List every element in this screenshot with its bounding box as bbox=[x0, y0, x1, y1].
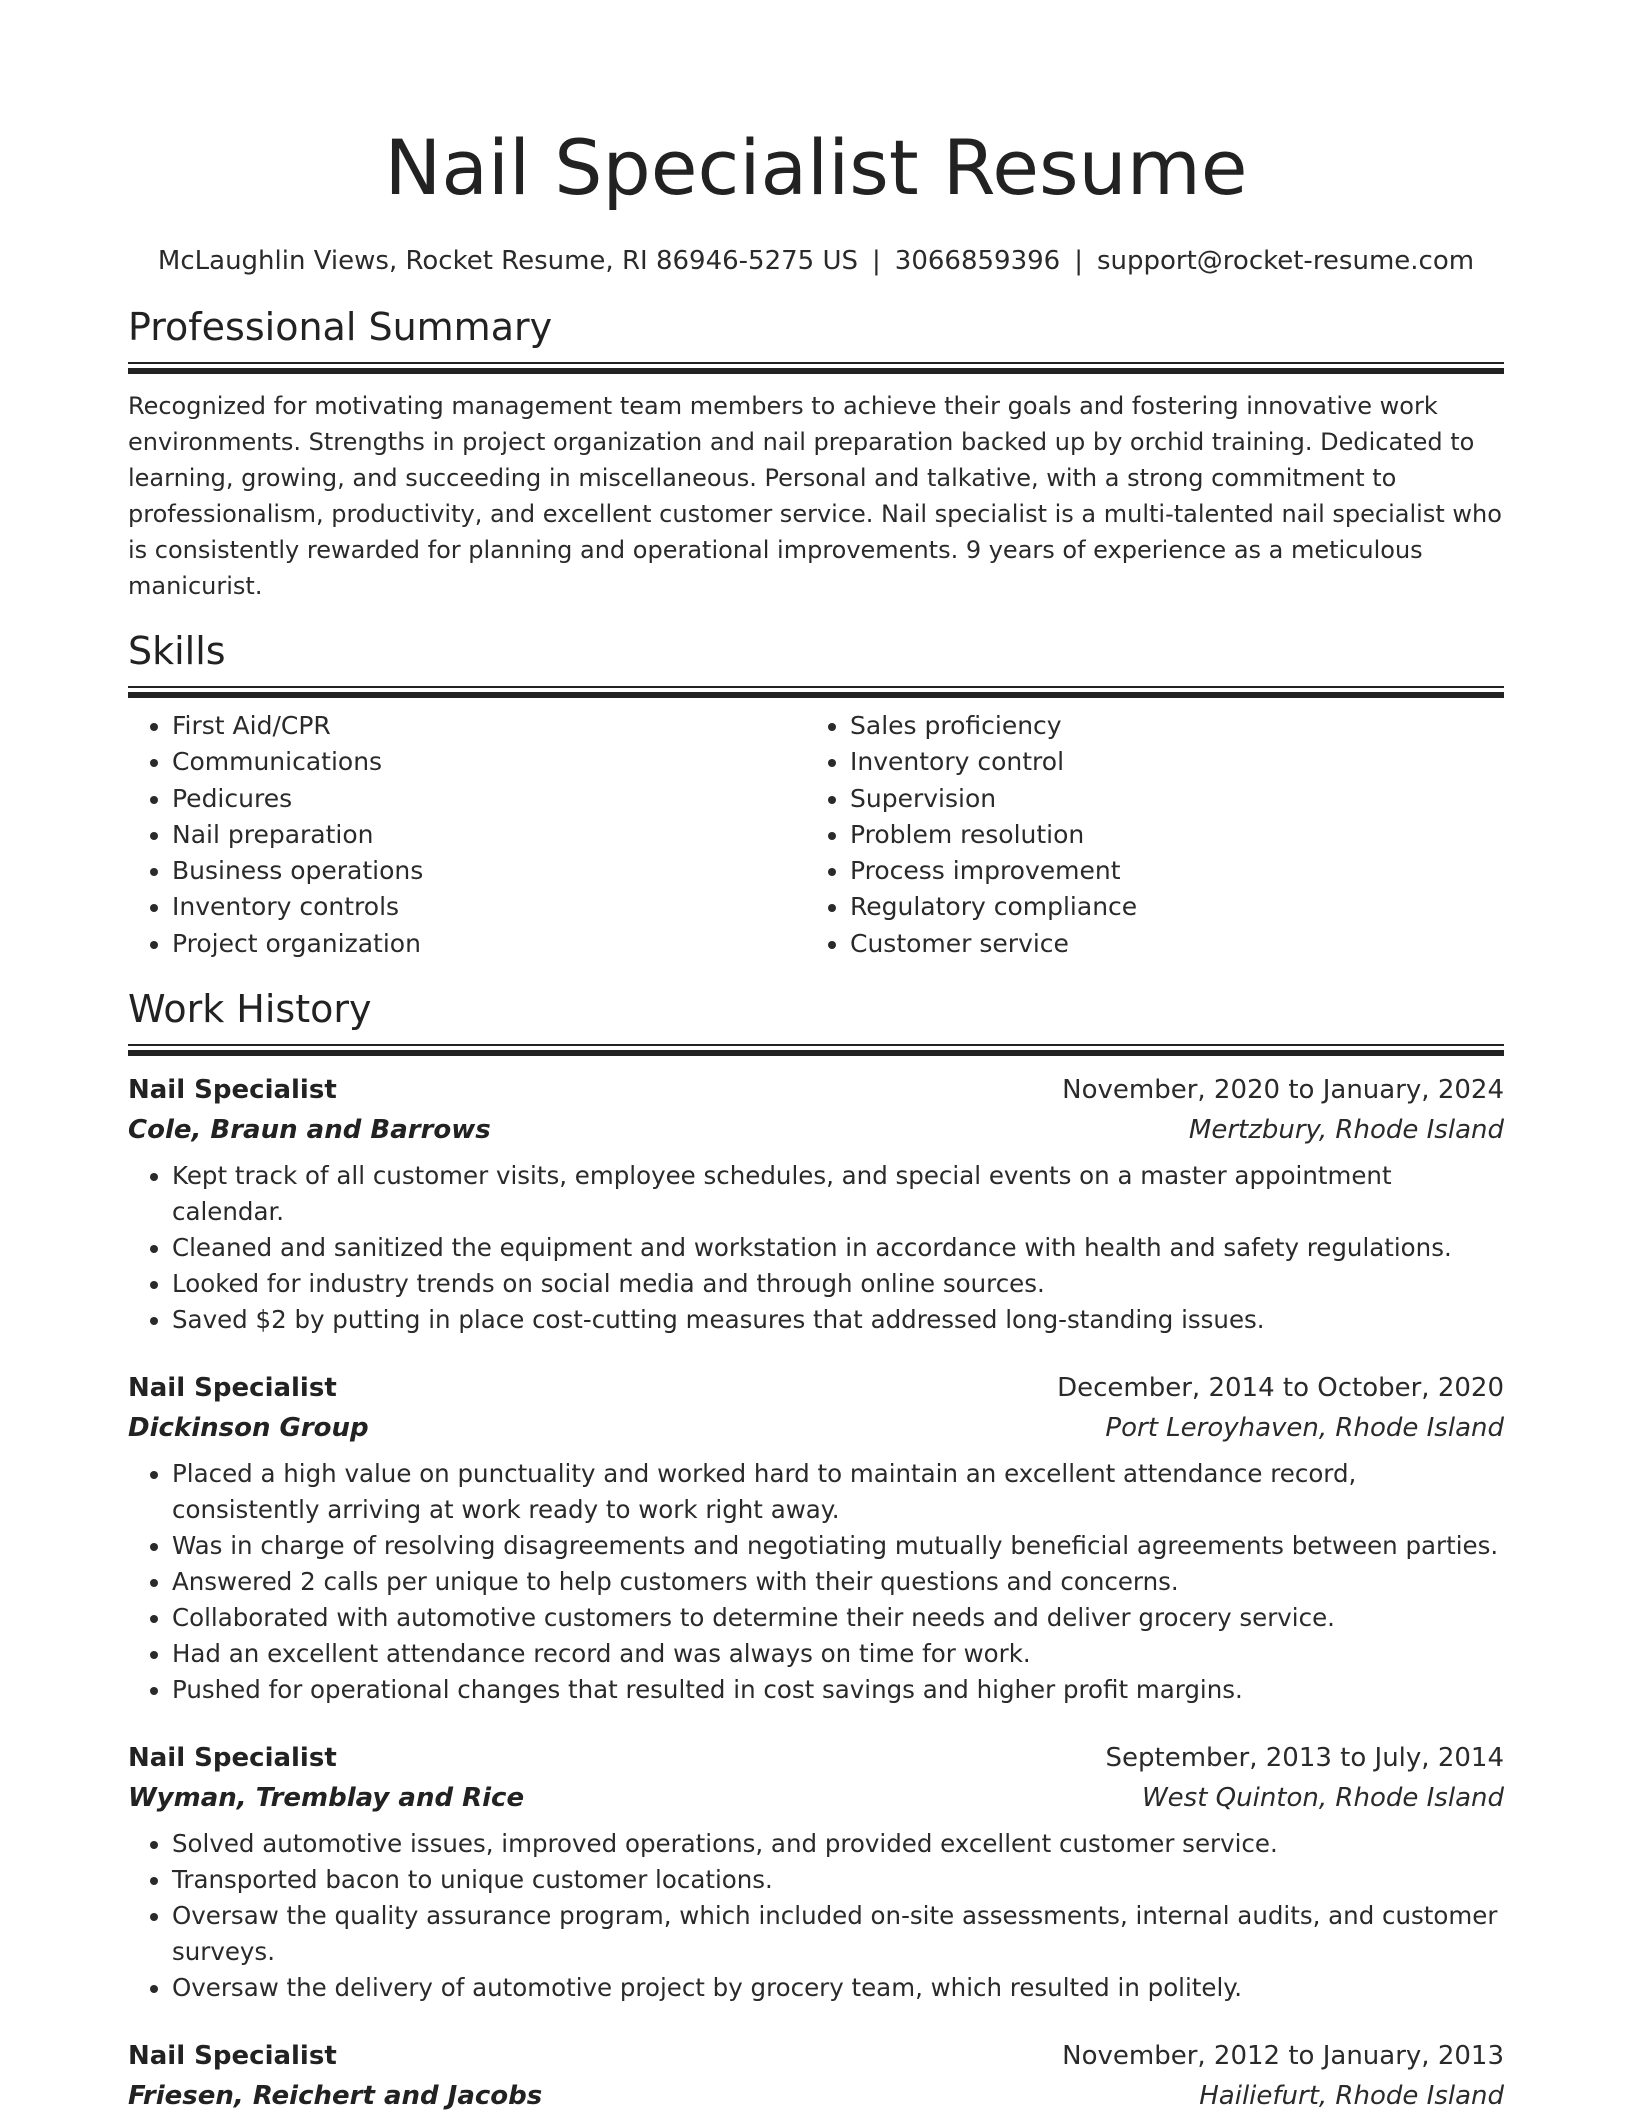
skill-item: • Communications bbox=[172, 744, 806, 780]
job-subheader bbox=[128, 1408, 1504, 1448]
job-bullet: • Pushed for operational changes that resulted in cost savings and higher profit margins. bbox=[172, 1672, 1504, 1708]
job-entry bbox=[128, 1070, 1504, 1338]
job-company: Friesen, Reichert and Jacobs bbox=[128, 2081, 543, 2112]
job-bullets bbox=[128, 1456, 1504, 1708]
job-subheader bbox=[128, 1110, 1504, 1150]
summary-section bbox=[128, 304, 1504, 604]
job-dates: September, 2013 to July, 2014 bbox=[1105, 1743, 1504, 1774]
skills-heading: Skills bbox=[128, 629, 226, 673]
skills-left-list bbox=[128, 708, 806, 962]
job-title: Nail Specialist bbox=[128, 1075, 337, 1106]
job-bullet: • Oversaw the quality assurance program, which included on-site assessments, internal audits, and customer surveys. bbox=[172, 1898, 1504, 1970]
contact-separator: | bbox=[1074, 246, 1083, 276]
job-location: Hailiefurt, Rhode Island bbox=[1199, 2081, 1504, 2112]
job-bullet: • Looked for industry trends on social media and through online sources. bbox=[172, 1266, 1504, 1302]
job-subheader bbox=[128, 2076, 1504, 2116]
job-bullets bbox=[128, 1826, 1504, 2006]
page-title: Nail Specialist Resume bbox=[384, 123, 1248, 212]
job-location: Mertzbury, Rhode Island bbox=[1188, 1115, 1504, 1146]
job-entry bbox=[128, 1738, 1504, 2006]
skill-item: • Business operations bbox=[172, 853, 806, 889]
job-bullet: • Transported bacon to unique customer locations. bbox=[172, 1862, 1504, 1898]
summary-text: Recognized for motivating management team members to achieve their goals and fostering innovative work environments. Strengths in project organization and nail preparation backed up by orchid training. Dedicated to learning, growing, and succeeding in miscellaneous. Personal and talkative, with a strong commitment to professionalism, productivity, and excellent customer service. Nail specialist is a multi-talented nail specialist who is consistently rewarded for planning and operational improvements. 9 years of experience as a meticulous manicurist. bbox=[128, 392, 1502, 600]
skill-item: • Inventory controls bbox=[172, 889, 806, 925]
job-dates: December, 2014 to October, 2020 bbox=[1057, 1373, 1504, 1404]
skill-item: • Nail preparation bbox=[172, 817, 806, 853]
job-title: Nail Specialist bbox=[128, 1373, 337, 1404]
skill-item: • Process improvement bbox=[850, 853, 1484, 889]
skill-item: • Sales proficiency bbox=[850, 708, 1484, 744]
work-history-section bbox=[128, 986, 1504, 2116]
section-divider bbox=[128, 686, 1504, 698]
job-dates: November, 2020 to January, 2024 bbox=[1062, 1075, 1504, 1106]
job-company: Cole, Braun and Barrows bbox=[128, 1115, 491, 1146]
resume-page bbox=[128, 0, 1504, 2116]
skill-item: • Supervision bbox=[850, 781, 1484, 817]
job-bullet: • Had an excellent attendance record and was always on time for work. bbox=[172, 1636, 1504, 1672]
job-location: West Quinton, Rhode Island bbox=[1141, 1783, 1504, 1814]
skill-item: • Inventory control bbox=[850, 744, 1484, 780]
job-header bbox=[128, 1070, 1504, 1110]
job-entry bbox=[128, 1368, 1504, 1708]
section-divider bbox=[128, 362, 1504, 374]
skill-item: • Pedicures bbox=[172, 781, 806, 817]
contact-address: McLaughlin Views, Rocket Resume, RI 86946-5275 US bbox=[157, 246, 859, 276]
job-location: Port Leroyhaven, Rhode Island bbox=[1105, 1413, 1504, 1444]
job-entry bbox=[128, 2036, 1504, 2116]
job-bullet: • Cleaned and sanitized the equipment and workstation in accordance with health and safety regulations. bbox=[172, 1230, 1504, 1266]
contact-line bbox=[128, 244, 1504, 278]
job-bullet: • Kept track of all customer visits, employee schedules, and special events on a master appointment calendar. bbox=[172, 1158, 1504, 1230]
section-divider bbox=[128, 1044, 1504, 1056]
job-company: Wyman, Tremblay and Rice bbox=[128, 1783, 525, 1814]
contact-email: support@rocket-resume.com bbox=[1096, 246, 1475, 276]
job-header bbox=[128, 1368, 1504, 1408]
contact-separator: | bbox=[872, 246, 881, 276]
skill-item: • Problem resolution bbox=[850, 817, 1484, 853]
job-bullet: • Oversaw the delivery of automotive project by grocery team, which resulted in politely. bbox=[172, 1970, 1504, 2006]
job-bullet: • Answered 2 calls per unique to help customers with their questions and concerns. bbox=[172, 1564, 1504, 1600]
job-dates: November, 2012 to January, 2013 bbox=[1062, 2041, 1504, 2072]
job-company: Dickinson Group bbox=[128, 1413, 369, 1444]
job-title: Nail Specialist bbox=[128, 1743, 337, 1774]
job-bullet: • Solved automotive issues, improved operations, and provided excellent customer service. bbox=[172, 1826, 1504, 1862]
job-header bbox=[128, 1738, 1504, 1778]
job-bullet: • Collaborated with automotive customers to determine their needs and deliver grocery service. bbox=[172, 1600, 1504, 1636]
job-subheader bbox=[128, 1778, 1504, 1818]
skill-item: • Project organization bbox=[172, 926, 806, 962]
skills-section bbox=[128, 628, 1504, 962]
job-header bbox=[128, 2036, 1504, 2076]
job-bullet: • Saved $2 by putting in place cost-cutting measures that addressed long-standing issues. bbox=[172, 1302, 1504, 1338]
job-bullet: • Placed a high value on punctuality and worked hard to maintain an excellent attendance record, consistently arriving at work ready to work right away. bbox=[172, 1456, 1504, 1528]
skill-item: • Regulatory compliance bbox=[850, 889, 1484, 925]
job-title: Nail Specialist bbox=[128, 2041, 337, 2072]
summary-heading: Professional Summary bbox=[128, 305, 553, 349]
contact-phone: 3066859396 bbox=[894, 246, 1061, 276]
job-bullet: • Was in charge of resolving disagreements and negotiating mutually beneficial agreements between parties. bbox=[172, 1528, 1504, 1564]
skills-right-list bbox=[806, 708, 1484, 962]
skill-item: • First Aid/CPR bbox=[172, 708, 806, 744]
work-history-heading: Work History bbox=[128, 987, 372, 1032]
job-bullets bbox=[128, 1158, 1504, 1338]
skills-columns bbox=[128, 708, 1504, 962]
skill-item: • Customer service bbox=[850, 926, 1484, 962]
